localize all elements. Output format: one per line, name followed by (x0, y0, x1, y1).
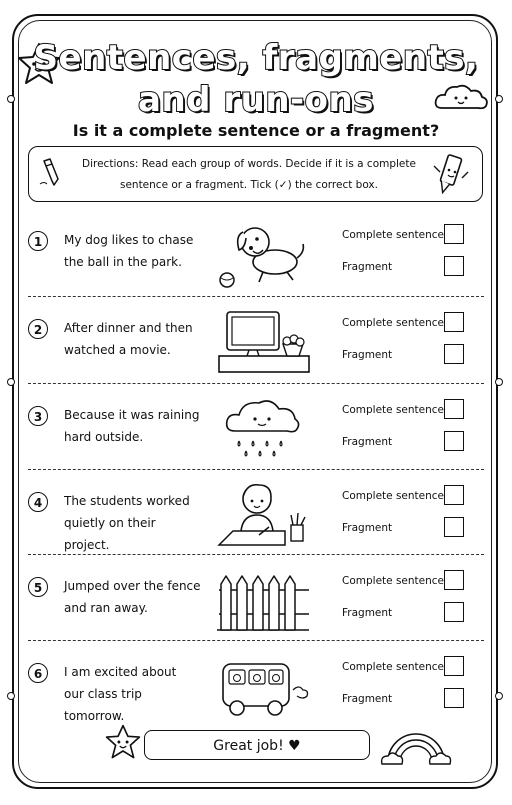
option-complete-label: Complete sentence (342, 575, 444, 587)
question-text (64, 490, 204, 556)
great-job-banner: Great job! ♥ (144, 730, 370, 760)
row-separator (28, 296, 484, 297)
tv-with-popcorn-icon (213, 306, 313, 378)
complete-checkbox[interactable] (444, 570, 464, 590)
fragment-checkbox[interactable] (444, 431, 464, 451)
question-text-line: hard outside. (64, 430, 144, 444)
student-writing-icon (213, 479, 313, 551)
option-complete-label: Complete sentence (342, 404, 444, 416)
question-number: 3 (28, 406, 48, 426)
question-row-5 (28, 558, 484, 644)
question-text-line: quietly on their project. (64, 516, 156, 552)
question-text-line: After dinner and then (64, 321, 193, 335)
option-complete-label: Complete sentence (342, 490, 444, 502)
option-complete-label: Complete sentence (342, 229, 444, 241)
border-dot (495, 692, 503, 700)
row-separator (28, 383, 484, 384)
option-fragment-label: Fragment (342, 522, 393, 534)
complete-checkbox[interactable] (444, 224, 464, 244)
complete-checkbox[interactable] (444, 399, 464, 419)
pencil-character-icon (430, 150, 472, 198)
fragment-checkbox[interactable] (444, 344, 464, 364)
question-text-line: My dog likes to chase (64, 233, 194, 247)
rain-cloud-icon (213, 393, 313, 465)
directions-line-1: Directions: Read each group of words. Decide if it is a complete (82, 158, 416, 170)
question-text-line: our class trip tomorrow. (64, 687, 142, 723)
fence-icon (213, 564, 313, 636)
complete-checkbox[interactable] (444, 485, 464, 505)
complete-checkbox[interactable] (444, 656, 464, 676)
option-fragment-label: Fragment (342, 607, 393, 619)
question-number: 6 (28, 663, 48, 683)
question-text (64, 575, 204, 619)
question-text-line: watched a movie. (64, 343, 171, 357)
border-dot (495, 378, 503, 386)
question-text-line: the ball in the park. (64, 255, 182, 269)
question-text-line: The students worked (64, 494, 190, 508)
question-text (64, 229, 204, 273)
question-text-line: and ran away. (64, 601, 148, 615)
option-fragment-label: Fragment (342, 693, 393, 705)
question-text (64, 317, 204, 361)
star-icon (104, 724, 142, 760)
dog-with-ball-icon (213, 218, 313, 290)
question-number: 4 (28, 492, 48, 512)
question-row-2 (28, 300, 484, 386)
question-number: 5 (28, 577, 48, 597)
fragment-checkbox[interactable] (444, 602, 464, 622)
question-text-line: I am excited about (64, 665, 177, 679)
row-separator (28, 469, 484, 470)
question-row-4 (28, 473, 484, 559)
pencil-icon (38, 157, 64, 187)
fragment-checkbox[interactable] (444, 688, 464, 708)
border-dot (7, 692, 15, 700)
question-text (64, 661, 204, 727)
title-line-2: and run-ons (138, 80, 374, 120)
question-number: 2 (28, 319, 48, 339)
question-text-line: Jumped over the fence (64, 579, 201, 593)
question-text (64, 404, 204, 448)
fragment-checkbox[interactable] (444, 256, 464, 276)
school-bus-icon (213, 650, 313, 722)
subtitle: Is it a complete sentence or a fragment? (72, 121, 440, 140)
row-separator (28, 640, 484, 641)
complete-checkbox[interactable] (444, 312, 464, 332)
option-fragment-label: Fragment (342, 436, 393, 448)
fragment-checkbox[interactable] (444, 517, 464, 537)
title-line-1: Sentences, fragments, (33, 38, 479, 78)
option-fragment-label: Fragment (342, 261, 393, 273)
option-complete-label: Complete sentence (342, 661, 444, 673)
directions-text (70, 154, 428, 196)
directions-line-2: sentence or a fragment. Tick (✓) the correct box. (119, 179, 378, 191)
option-fragment-label: Fragment (342, 349, 393, 361)
rainbow-icon (380, 718, 452, 768)
border-dot (7, 378, 15, 386)
question-row-1 (28, 212, 484, 298)
question-row-3 (28, 387, 484, 473)
question-number: 1 (28, 231, 48, 251)
question-text-line: Because it was raining (64, 408, 200, 422)
row-separator (28, 554, 484, 555)
option-complete-label: Complete sentence (342, 317, 444, 329)
